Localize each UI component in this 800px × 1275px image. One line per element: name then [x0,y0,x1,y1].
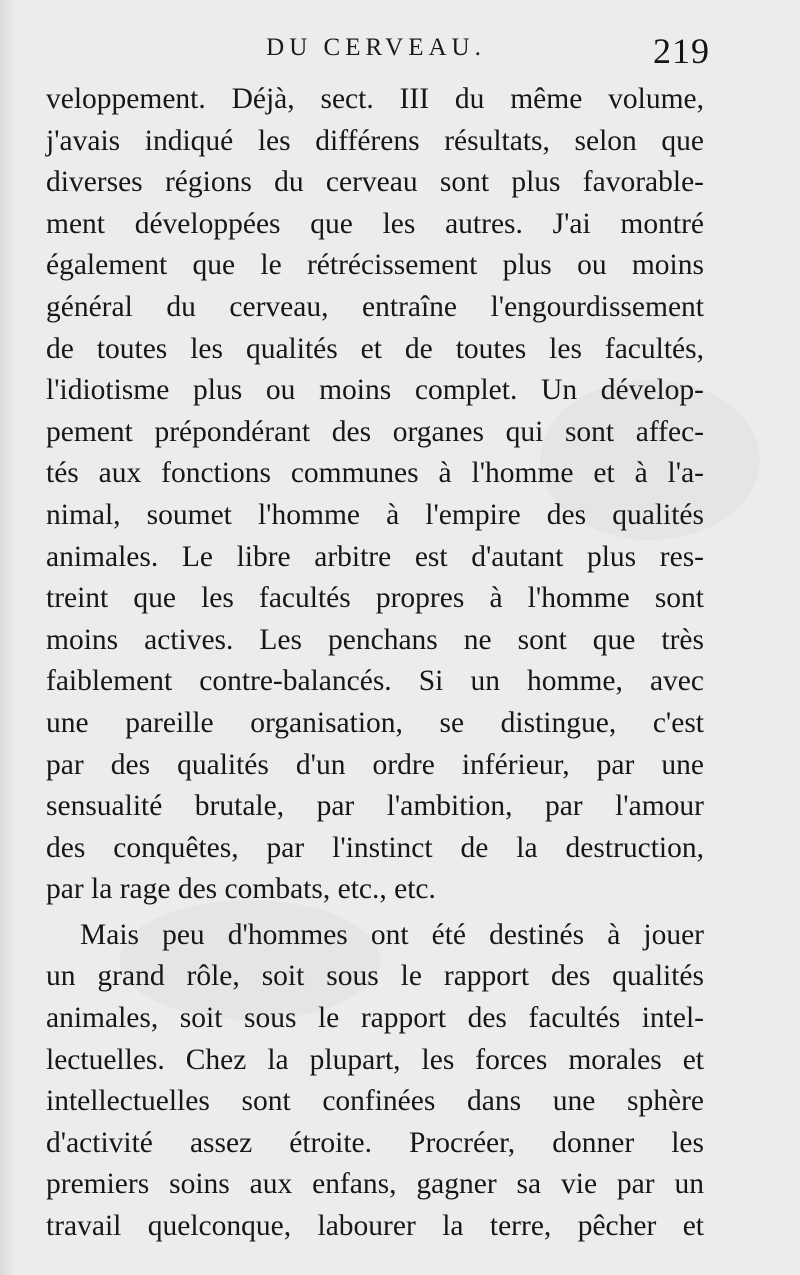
page-header [48,30,710,71]
text-line: intellectuelles sont confinées dans une sphère [46,1085,704,1118]
text-line: général du cerveau, entraîne l'engourdissement [46,290,704,323]
text-line: l'idiotisme plus ou moins complet. Un dévelop- [46,374,704,407]
running-head: DU CERVEAU. [266,34,486,61]
text-line: diverses régions du cerveau sont plus favorable- [46,166,704,199]
text-line: une pareille organisation, se distingue, c'est [46,706,704,739]
text-line: tés aux fonctions communes à l'homme et à l'a- [46,457,704,490]
page-edge-shadow [0,0,14,1275]
paragraph [46,79,704,911]
text-line: Mais peu d'hommes ont été destinés à jouer [80,918,704,951]
text-line: j'avais indiqué les différens résultats, selon que [46,124,704,157]
text-line: premiers soins aux enfans, gagner sa vie par un [46,1168,704,1201]
text-line: d'activité assez étroite. Procréer, donner les [46,1126,704,1159]
text-line: sensualité brutale, par l'ambition, par l'amour [46,790,704,823]
text-line: par des qualités d'un ordre inférieur, par une [46,748,704,781]
text-line: de toutes les qualités et de toutes les facultés, [46,332,704,365]
text-line: animales. Le libre arbitre est d'autant plus res- [46,540,704,573]
text-line: ment développées que les autres. J'ai montré [46,207,704,240]
page-number: 219 [653,31,710,71]
text-line: treint que les facultés propres à l'homme sont [46,582,704,615]
text-line: par la rage des combats, etc., etc. [46,873,436,906]
text-line: moins actives. Les penchans ne sont que très [46,623,704,656]
paragraph [46,915,704,1248]
text-line: travail quelconque, labourer la terre, pêcher et [46,1210,704,1243]
text-line: faiblement contre-balancés. Si un homme, avec [46,665,704,698]
text-line: veloppement. Déjà, sect. III du même volume, [46,83,704,115]
text-line: des conquêtes, par l'instinct de la destruction, [46,831,704,864]
text-line: également que le rétrécissement plus ou moins [46,249,704,282]
text-line: pement prépondérant des organes qui sont affec- [46,415,704,448]
text-line: animales, soit sous le rapport des facultés intel- [46,1002,704,1035]
text-line: lectuelles. Chez la plupart, les forces morales et [46,1043,704,1076]
text-line: nimal, soumet l'homme à l'empire des qualités [46,498,704,531]
body-text [46,79,704,1248]
text-line: un grand rôle, soit sous le rapport des qualités [46,960,704,993]
